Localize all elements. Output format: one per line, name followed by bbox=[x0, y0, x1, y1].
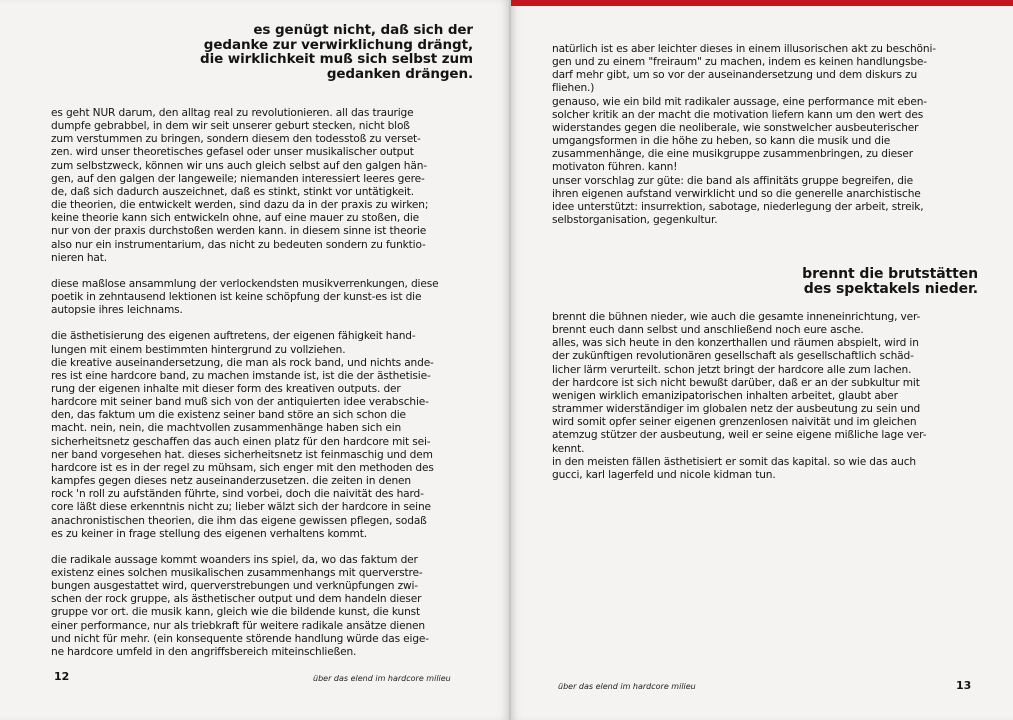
text-line: autopsie ihres leichnams. bbox=[51, 304, 183, 317]
text-line: hardcore mit seiner band muß sich von der antiquierten idee verabschie- bbox=[51, 396, 429, 409]
text-line: die radikale aussage kommt woanders ins spiel, da, wo das faktum der bbox=[51, 553, 418, 566]
text-line: core läßt diese erkenntnis nicht zu; lieber wälzt sich der hardcore in seine bbox=[51, 501, 431, 514]
text-line: es geht NUR darum, den alltag real zu revolutionieren. all das traurige bbox=[51, 107, 414, 119]
text-line: kampfes gegen dieses netz auseinanderzusetzen. die zeiten in denen bbox=[51, 475, 411, 488]
running-footer-right: über das elend im hardcore milieu bbox=[558, 682, 696, 691]
red-edge-strip bbox=[511, 0, 1013, 6]
heading-line: die wirklichkeit muß sich selbst zum bbox=[200, 51, 473, 67]
text-line: keine theorie kann sich entwickeln ohne, auf eine mauer zu stoßen, die bbox=[51, 212, 420, 225]
heading-line: gedanken drängen. bbox=[326, 65, 473, 82]
text-line: dumpfe gebrabbel, in dem wir seit unserer geburt stecken, nicht bloß bbox=[51, 120, 410, 133]
page-number-right: 13 bbox=[956, 679, 972, 692]
paragraph bbox=[51, 278, 481, 317]
paragraph-gap bbox=[51, 265, 481, 278]
heading-line: gedanke zur verwirklichung drängt, bbox=[203, 36, 473, 53]
text-line: ner band vorgesehen hat. dieses sicherheitsnetz ist feinmaschig und dem bbox=[51, 448, 433, 461]
text-line: und nicht für mehr. (ein konsequente störende handlung würde das eige- bbox=[51, 632, 429, 645]
text-line: licher lärm verurteilt. schon jetzt bringt der hardcore alle zum lachen. bbox=[552, 363, 912, 376]
text-line: einer performance, nur als triebkraft für weitere radikale ansätze dienen bbox=[51, 619, 425, 632]
text-line: sicherheitsnetz geschaffen das auch einen platz für den hardcore mit sei- bbox=[51, 435, 431, 448]
paragraph bbox=[552, 43, 982, 227]
text-line: idee unterstützt: insurrektion, sabotage, niederlegung der arbeit, streik, bbox=[552, 200, 924, 213]
heading-line: brennt die brutstätten bbox=[802, 266, 978, 282]
paragraph bbox=[51, 554, 481, 659]
right-body-text-top bbox=[552, 43, 982, 227]
text-line: kennt. bbox=[552, 442, 585, 455]
text-line: diese maßlose ansammlung der verlockendsten musikverrenkungen, diese bbox=[51, 277, 439, 290]
text-line: rung der eigenen inhalte mit dieser form des kreativen outputs. der bbox=[51, 382, 401, 395]
text-line: der zukünftigen revolutionären gesellschaft als gesellschaftlich schäd- bbox=[552, 350, 914, 363]
heading-line: des spektakels nieder. bbox=[803, 281, 978, 297]
text-line: unser vorschlag zur güte: die band als affinitäts gruppe begreifen, die bbox=[552, 174, 913, 187]
text-line: brennt euch dann selbst und anschließend noch eure asche. bbox=[552, 324, 864, 337]
text-line: nur von der praxis durchstoßen werden kann. in diesem sinne ist theorie bbox=[51, 225, 427, 238]
paragraph bbox=[51, 107, 481, 265]
text-line: natürlich ist es aber leichter dieses in einem illusorischen akt zu beschöni- bbox=[552, 43, 936, 55]
text-line: gruppe vor ort. die musik kann, gleich wie die bildende kunst, die kunst bbox=[51, 606, 421, 619]
text-line: zum selbstzweck, können wir uns auch gleich selbst auf den galgen hän- bbox=[51, 159, 427, 172]
text-line: der hardcore ist sich nicht bewußt darüber, daß er an der subkultur mit bbox=[552, 376, 920, 389]
text-line: darf mehr gibt, um so vor der auseinandersetzung und dem diskurs zu bbox=[552, 69, 918, 82]
text-line: schen der rock gruppe, als ästhetischer output und dem handeln dieser bbox=[51, 593, 422, 606]
text-line: widerstandes gegen die neoliberale, wie sonstwelcher ausbeuterischer bbox=[552, 121, 919, 134]
text-line: es zu keiner in frage stellung des eigenen verhaltens kommt. bbox=[51, 527, 367, 540]
text-line: die theorien, die entwickelt werden, sind dazu da in der praxis zu wirken; bbox=[51, 199, 429, 212]
left-body-text bbox=[51, 107, 481, 659]
text-line: motivaton führen. kann! bbox=[552, 161, 678, 174]
text-line: poetik in zehntausend lektionen ist keine schöpfung der kunst-es ist die bbox=[51, 291, 422, 304]
text-line: zusammenhänge, die eine musikgruppe zusammenbringen, zu dieser bbox=[552, 148, 913, 161]
paragraph bbox=[552, 311, 982, 482]
page-number-left: 12 bbox=[54, 670, 70, 683]
text-line: lungen mit einem bestimmten hintergrund zu vollziehen. bbox=[51, 343, 346, 356]
paragraph-gap bbox=[51, 317, 481, 330]
left-heading bbox=[200, 23, 473, 81]
text-line: ne hardcore umfeld in den angriffsbereich miteinschließen. bbox=[51, 645, 357, 658]
text-line: solcher kritik an der macht die motivation liefern kann um den wert des bbox=[552, 108, 924, 121]
text-line: atemzug stützer der ausbeutung, weil er seine eigene mißliche lage ver- bbox=[552, 429, 927, 442]
text-line: in den meisten fällen ästhetisiert er somit das kapital. so wie das auch bbox=[552, 455, 916, 468]
text-line: zum verstummen zu bringen, sondern diesem den todesstoß zu verset- bbox=[51, 133, 421, 146]
text-line: die kreative auseinandersetzung, die man als rock band, und nichts ande- bbox=[51, 356, 434, 369]
text-line: wenigen wirklich emanizipatorischen inhalten arbeitet, glaubt aber bbox=[552, 389, 898, 402]
running-footer-left: über das elend im hardcore milieu bbox=[313, 674, 451, 683]
text-line: nieren hat. bbox=[51, 251, 107, 264]
text-line: fliehen.) bbox=[552, 82, 595, 95]
text-line: die ästhetisierung des eigenen auftretens, der eigenen fähigkeit hand- bbox=[51, 330, 416, 343]
text-line: den, das faktum um die existenz seiner band störe an sich schon die bbox=[51, 409, 406, 422]
text-line: ihren eigenen aufstand verwirklicht und so die generelle anarchistische bbox=[552, 187, 921, 200]
text-line: gen, auf den galgen der langeweile; niemanden interessiert leeres gere- bbox=[51, 172, 425, 185]
text-line: gen und zu einem "freiraum" zu machen, indem es keinen handlungsbe- bbox=[552, 56, 927, 69]
right-body-text-bottom bbox=[552, 311, 982, 482]
text-line: strammer widerständiger im globalen netz der ausbeutung zu sein und bbox=[552, 403, 921, 416]
text-line: res ist eine hardcore band, zu machen imstande ist, ist die der ästhetisie- bbox=[51, 369, 431, 382]
text-line: bungen ausgestattet wird, querverstrebungen und verknüpfungen zwi- bbox=[51, 580, 418, 593]
text-line: umgangsformen in die höhe zu heben, so kann die musik und die bbox=[552, 135, 891, 148]
text-line: de, daß sich dadurch auszeichnet, daß es stinkt, stinkt vor untätigkeit. bbox=[51, 185, 415, 198]
text-line: genauso, wie ein bild mit radikaler aussage, eine performance mit eben- bbox=[552, 95, 927, 108]
text-line: wird somit opfer seiner eigenen grenzenlosen naivität und im gleichen bbox=[552, 416, 917, 429]
text-line: macht. nein, nein, die machtvollen zusammenhänge haben sich ein bbox=[51, 422, 402, 435]
text-line: gucci, karl lagerfeld und nicole kidman tun. bbox=[552, 468, 776, 481]
text-line: selbstorganisation, gegenkultur. bbox=[552, 214, 718, 227]
text-line: alles, was sich heute in den konzerthallen und räumen abspielt, wird in bbox=[552, 337, 919, 350]
text-line: brennt die bühnen nieder, wie auch die gesamte inneneinrichtung, ver- bbox=[552, 311, 921, 323]
paragraph bbox=[51, 330, 481, 541]
text-line: also nur ein instrumentarium, das nicht zu bedeuten sondern zu funktio- bbox=[51, 238, 426, 251]
text-line: rock 'n roll zu aufständen führte, sind vorbei, doch die naivität des hard- bbox=[51, 488, 424, 501]
text-line: hardcore ist es in der regel zu mühsam, sich enger mit den methoden des bbox=[51, 461, 434, 474]
text-line: existenz eines solchen musikalischen zusammenhangs mit querverstre- bbox=[51, 567, 423, 579]
paragraph-gap bbox=[51, 541, 481, 554]
text-line: zen. wird unser theoretisches gefasel oder unser musikalischer output bbox=[51, 146, 414, 159]
heading-line: es genügt nicht, daß sich der bbox=[253, 22, 473, 38]
text-line: anachronistischen theorien, die ihm das eigene gewissen pflegen, sodaß bbox=[51, 514, 427, 527]
right-heading bbox=[680, 267, 978, 297]
